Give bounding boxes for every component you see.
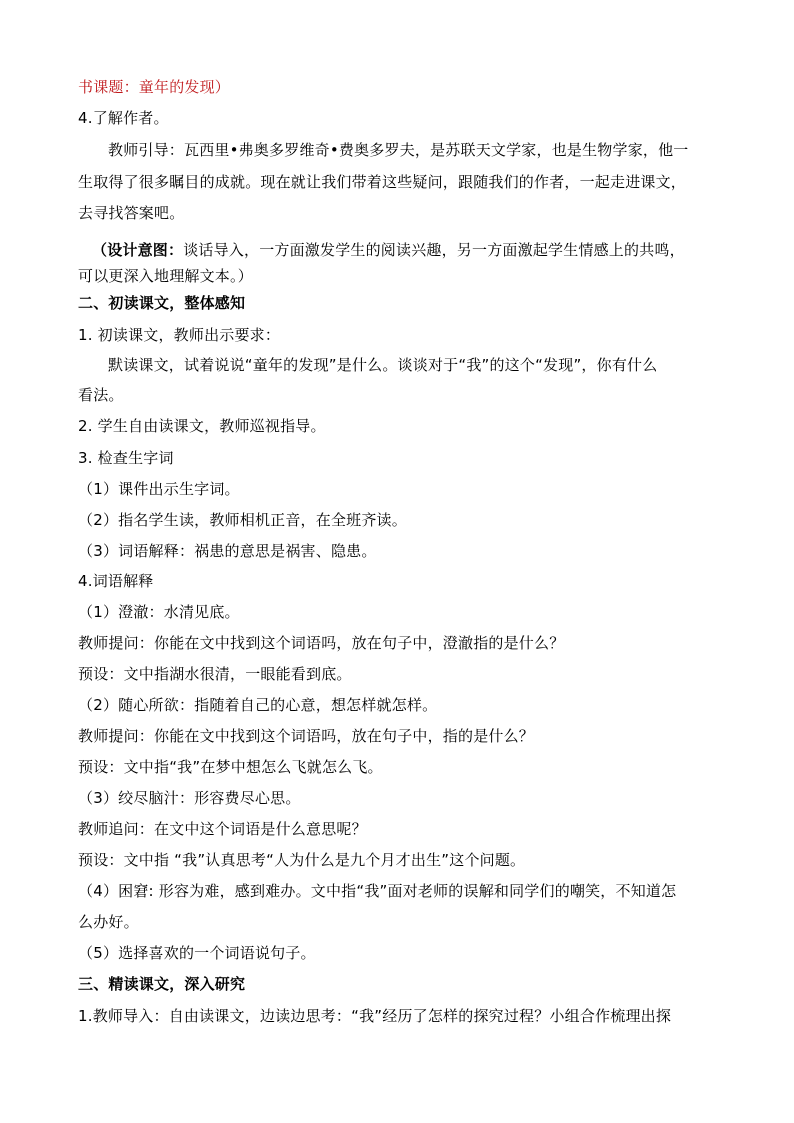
design-intent-label: （设计意图： <box>92 241 184 259</box>
paragraph-line: 教师追问：在文中这个词语是什么意思呢？ <box>78 820 367 838</box>
paragraph-line: 么办好。 <box>78 913 139 931</box>
sub-item: （1）课件出示生字词。 <box>78 480 240 498</box>
section-heading-3: 三、精读课文，深入研究 <box>78 975 246 993</box>
paragraph-line: 默读课文，试着说说“童年的发现”是什么。谈谈对于“我”的这个“发现”，你有什么 <box>108 356 658 374</box>
sub-item: （5）选择喜欢的一个词语说句子。 <box>78 944 316 962</box>
list-item: 1. 初读课文，教师出示要求： <box>78 326 281 344</box>
paragraph-line: 预设：文中指 “我”认真思考“人为什么是九个月才出生”这个问题。 <box>78 851 526 869</box>
paragraph-line: 教师提问：你能在文中找到这个词语吗，放在句子中，指的是什么？ <box>78 727 535 745</box>
paragraph-line: 预设：文中指“我”在梦中想怎么飞就怎么飞。 <box>78 758 383 776</box>
sub-item: （2）随心所欲：指随着自己的心意，想怎样就怎样。 <box>78 696 438 714</box>
sub-item: （3）词语解释：祸患的意思是祸害、隐患。 <box>78 542 377 560</box>
section-heading-2: 二、初读课文，整体感知 <box>78 294 246 312</box>
sub-item: （4）困窘: 形容为难，感到难办。文中指“我”面对老师的误解和同学们的嘲笑，不知道怎 <box>78 882 677 900</box>
step-4-heading: 4.了解作者。 <box>78 109 169 127</box>
paragraph-line: 生取得了很多瞩目的成就。现在就让我们带着这些疑问，跟随我们的作者，一起走进课文， <box>78 173 687 191</box>
sub-item: （2）指名学生读，教师相机正音，在全班齐读。 <box>78 511 407 529</box>
paragraph-line: 可以更深入地理解文本。） <box>78 267 253 285</box>
list-item: 3. 检查生字词 <box>78 449 174 467</box>
lesson-title-continuation: 书课题：童年的发现） <box>78 78 231 96</box>
list-item: 4.词语解释 <box>78 572 154 590</box>
paragraph-line: 预设：文中指湖水很清，一眼能看到底。 <box>78 665 352 683</box>
paragraph-line: 去寻找答案吧。 <box>78 204 185 222</box>
design-intent-text: 谈话导入，一方面激发学生的阅读兴趣，另一方面激起学生情感上的共鸣， <box>183 241 685 259</box>
paragraph-line: 看法。 <box>78 386 124 404</box>
list-item: 2. 学生自由读课文，教师巡视指导。 <box>78 417 326 435</box>
paragraph-line: 教师引导：瓦西里•弗奥多罗维奇•费奥多罗夫，是苏联天文学家，也是生物学家，他一 <box>108 141 689 159</box>
sub-item: （3）绞尽脑汁：形容费尽心思。 <box>78 789 301 807</box>
paragraph-line: 教师提问：你能在文中找到这个词语吗，放在句子中，澄澈指的是什么？ <box>78 634 565 652</box>
sub-item: （1）澄澈：水清见底。 <box>78 603 240 621</box>
design-intent-line <box>92 240 685 260</box>
list-item: 1.教师导入：自由读课文，边读边思考：“我”经历了怎样的探究过程？小组合作梳理出探 <box>78 1007 672 1025</box>
